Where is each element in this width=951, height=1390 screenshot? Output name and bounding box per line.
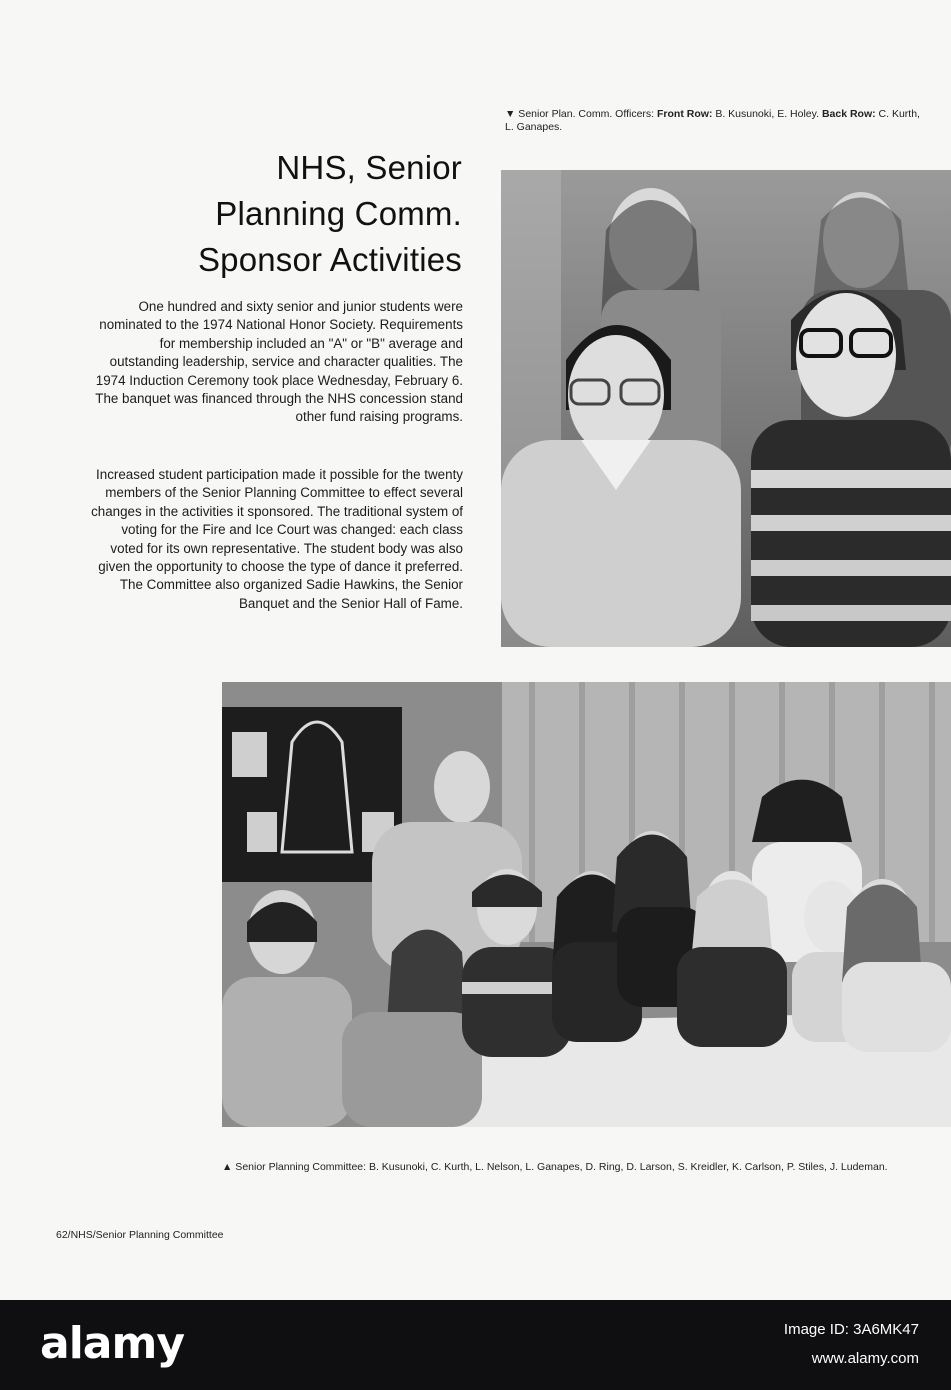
front-row-names: B. Kusunoki, E. Holey. [712, 108, 822, 120]
headline-line-1: NHS, Senior [276, 149, 462, 186]
headline-line-2: Planning Comm. [215, 195, 462, 232]
officers-photo [501, 170, 951, 647]
stock-watermark-banner [0, 1300, 951, 1390]
back-row-label: Back Row: [821, 108, 876, 120]
committee-paragraph: Increased student participation made it possible for the twenty members of the Senior Planning Committee to effect several changes in the activities it sponsored. The traditional system of voting for the Fire and Ice Court was changed: each class voted for its own representative. The student body was also given the opportunity to choose the type of dance it preferred. The Committee also organized Sadie Hawkins, the Senior Banquet and the Senior Hall of Fame. [91, 467, 463, 611]
page-headline [95, 145, 462, 283]
headline-line-3: Sponsor Activities [197, 241, 462, 278]
nhs-paragraph: One hundred and sixty senior and junior students were nominated to the 1974 National Honor Society. Requirements for membership included an "A" or "B" average and outstanding leadership, service and character qualities. The 1974 Induction Ceremony took place Wednesday, February 6. The banquet was financed through the NHS concession stand other fund raising programs. [95, 299, 463, 425]
officers-caption [505, 108, 923, 134]
committee-caption: ▲ Senior Planning Committee: B. Kusunoki, C. Kurth, L. Nelson, L. Ganapes, D. Ring, D. Larson, S. Kreidler, K. Carlson, P. Stiles, J. Ludeman. [222, 1161, 888, 1173]
officers-caption-lead: ▼ Senior Plan. Comm. Officers: [505, 108, 657, 120]
committee-photo [222, 682, 951, 1127]
alamy-logo: alamy [40, 1318, 184, 1369]
page-folio: 62/NHS/Senior Planning Committee [56, 1229, 224, 1241]
back-row-names: C. Kurth, L. Ganapes. [505, 108, 920, 133]
alamy-url: www.alamy.com [811, 1350, 919, 1367]
front-row-label: Front Row: [657, 108, 713, 120]
image-id-label: Image ID: 3A6MK47 [783, 1321, 919, 1338]
